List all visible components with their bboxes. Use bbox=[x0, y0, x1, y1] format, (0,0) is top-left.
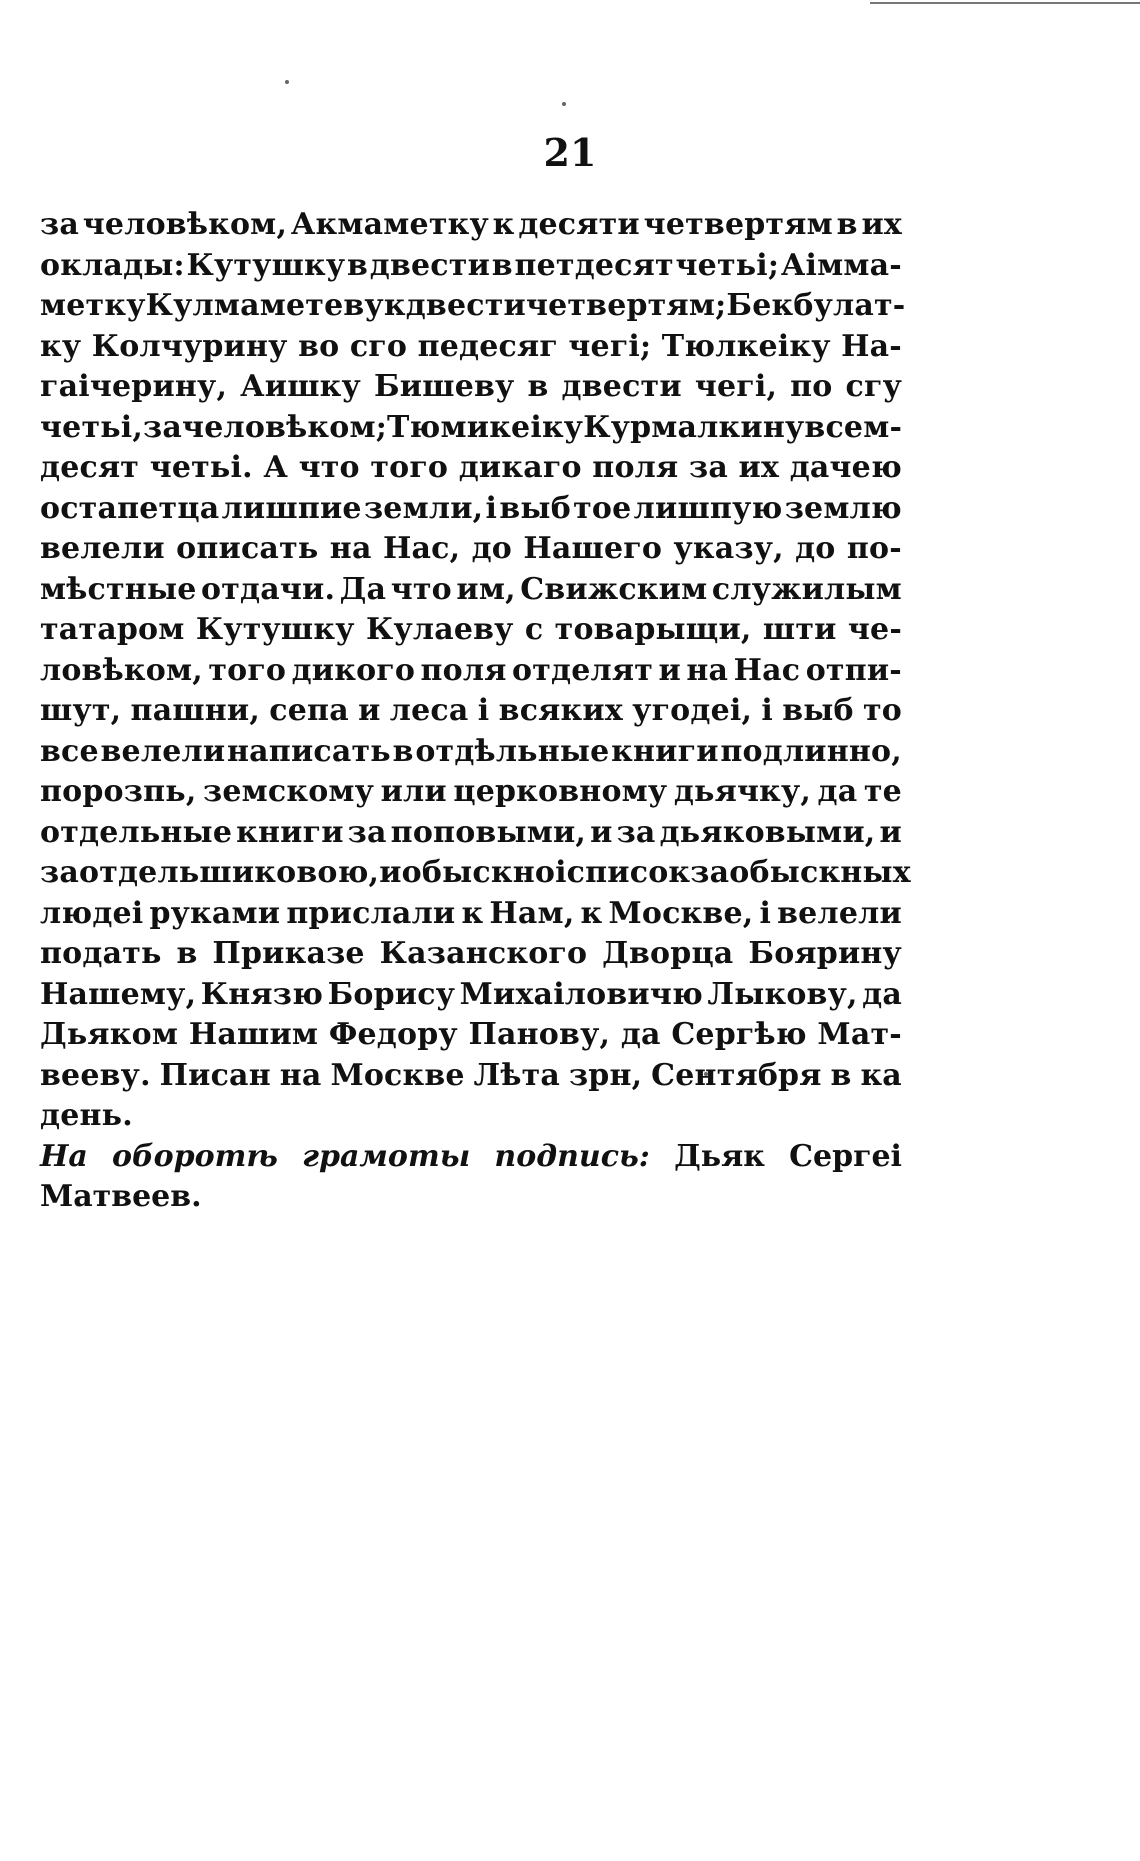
word: да bbox=[620, 1017, 661, 1052]
word: тое bbox=[573, 490, 632, 526]
signature-line bbox=[40, 1137, 902, 1178]
word: велели bbox=[40, 531, 165, 566]
word: книги bbox=[611, 733, 719, 769]
word: за bbox=[690, 855, 730, 890]
word: прислали bbox=[286, 895, 456, 931]
word: всяких bbox=[498, 693, 623, 728]
word: двести bbox=[561, 369, 682, 404]
word: того bbox=[370, 450, 449, 485]
text-line bbox=[40, 651, 902, 692]
word: за bbox=[688, 450, 728, 485]
word: в bbox=[176, 936, 198, 971]
word: Казанского bbox=[379, 936, 588, 971]
word: отделят bbox=[512, 652, 654, 688]
text-line bbox=[40, 205, 902, 246]
word: до bbox=[471, 531, 512, 566]
text-line bbox=[40, 246, 902, 287]
word: и bbox=[658, 652, 681, 688]
scan-edge-rule bbox=[870, 2, 1140, 4]
word: леса bbox=[389, 693, 469, 728]
text-line bbox=[40, 1096, 902, 1137]
word: и bbox=[590, 814, 613, 850]
word: те bbox=[863, 774, 902, 809]
word: в bbox=[491, 247, 513, 283]
word: ка bbox=[860, 1057, 902, 1093]
word: метку bbox=[40, 288, 146, 323]
word: сем- bbox=[825, 409, 903, 445]
word: Нашего bbox=[523, 531, 663, 566]
word: ловѣком, bbox=[40, 652, 203, 688]
word: порозпь, bbox=[40, 774, 197, 809]
text-line bbox=[40, 286, 906, 327]
text-line bbox=[40, 691, 902, 732]
word: Аишку bbox=[240, 369, 361, 404]
word: татаром bbox=[40, 612, 185, 647]
text-line bbox=[40, 1056, 902, 1097]
word: отпи- bbox=[805, 652, 902, 688]
word: Федору bbox=[328, 1017, 458, 1052]
word: Панову, bbox=[468, 1017, 611, 1052]
word: Мат- bbox=[817, 1017, 902, 1052]
word: Аімма- bbox=[780, 247, 902, 283]
text-line bbox=[40, 448, 902, 489]
word: дикаго bbox=[458, 450, 582, 485]
word: петдесят bbox=[514, 247, 674, 283]
word: дьяковыми, bbox=[659, 814, 876, 850]
word: Дворца bbox=[602, 936, 734, 971]
word: Нам, bbox=[489, 895, 575, 931]
word: того bbox=[208, 652, 287, 688]
word: им, bbox=[456, 571, 516, 607]
word: лишпие bbox=[221, 490, 362, 526]
text-line bbox=[40, 327, 902, 368]
word: с bbox=[524, 612, 544, 647]
text-line bbox=[40, 975, 902, 1016]
signature-label-word: подпись: bbox=[494, 1138, 650, 1174]
word: остапетца bbox=[40, 490, 220, 526]
word: или bbox=[380, 774, 447, 809]
word: обыскных bbox=[729, 855, 911, 890]
word: руками bbox=[149, 895, 281, 931]
word: Кулмаметеву bbox=[145, 288, 384, 323]
word: до bbox=[795, 531, 836, 566]
word: в bbox=[830, 1057, 852, 1093]
word: ку bbox=[40, 328, 82, 364]
word: десят bbox=[40, 450, 140, 485]
word: Лѣта bbox=[473, 1057, 561, 1093]
word: подлинно, bbox=[720, 733, 902, 769]
word: что bbox=[298, 450, 360, 485]
word: шти bbox=[762, 612, 837, 647]
word: к bbox=[580, 895, 603, 931]
word: поповыми, bbox=[390, 814, 587, 850]
word: и bbox=[379, 855, 402, 890]
text-line bbox=[40, 610, 902, 651]
word: подать bbox=[40, 936, 162, 971]
word: Колчурину bbox=[91, 328, 288, 364]
word: На- bbox=[841, 328, 902, 364]
word: к bbox=[492, 207, 515, 242]
word: их bbox=[861, 207, 902, 242]
word: Нашим bbox=[188, 1017, 319, 1052]
word: и bbox=[358, 693, 381, 728]
word: все bbox=[40, 733, 99, 769]
word: че- bbox=[847, 612, 902, 647]
signature-label-word: На bbox=[40, 1138, 88, 1174]
word: Тюмикеіку bbox=[387, 409, 584, 445]
text-line bbox=[40, 934, 902, 975]
word: в bbox=[392, 733, 414, 769]
word: Тюлкеіку bbox=[661, 328, 831, 364]
word: Михаіловичю bbox=[459, 976, 703, 1012]
signature-name-line bbox=[40, 1177, 902, 1218]
word: во bbox=[298, 328, 340, 364]
word: отдѣльные bbox=[415, 733, 610, 769]
word: сгу bbox=[845, 369, 902, 404]
word: Кутушку bbox=[186, 247, 346, 283]
word: дикого bbox=[291, 652, 416, 688]
word: дачею bbox=[789, 450, 902, 485]
word: Курмалкину bbox=[583, 409, 805, 445]
word: обыскноі bbox=[401, 855, 567, 890]
word: Акмаметку bbox=[290, 207, 489, 242]
signature-name-word: Сергеі bbox=[789, 1138, 902, 1174]
text-line bbox=[40, 408, 902, 449]
word: на bbox=[279, 1057, 322, 1093]
word: велели bbox=[777, 895, 902, 931]
word: человѣком; bbox=[182, 409, 387, 445]
word: Кулаеву bbox=[365, 612, 514, 647]
word: Сергѣю bbox=[671, 1017, 807, 1052]
word: четьі. bbox=[149, 450, 253, 485]
word: Приказе bbox=[212, 936, 365, 971]
word: и bbox=[879, 814, 902, 850]
word: і bbox=[485, 490, 498, 526]
word: по- bbox=[846, 531, 902, 566]
word: Князю bbox=[200, 976, 324, 1012]
word: шут, bbox=[40, 693, 122, 728]
text-line bbox=[40, 853, 911, 894]
word: і bbox=[761, 693, 773, 728]
word: угодеі, bbox=[632, 693, 753, 728]
word: вееву. bbox=[40, 1057, 151, 1093]
word: чегі, bbox=[694, 369, 778, 404]
text-line bbox=[40, 732, 902, 773]
word: описать bbox=[176, 531, 319, 566]
word: к bbox=[383, 288, 406, 323]
word: оклады: bbox=[40, 247, 185, 283]
word: дьячку, bbox=[673, 774, 812, 809]
word: землю bbox=[784, 490, 902, 526]
word: Борису bbox=[327, 976, 456, 1012]
word: лишпую bbox=[633, 490, 783, 526]
word: служилым bbox=[711, 571, 902, 607]
word: гаічерину, bbox=[40, 369, 228, 404]
word: земскому bbox=[202, 774, 375, 809]
word: Свижским bbox=[520, 571, 708, 607]
word: отдельные bbox=[40, 814, 233, 850]
word: церковному bbox=[453, 774, 668, 809]
word: в bbox=[804, 409, 826, 445]
word: список bbox=[566, 855, 691, 890]
text-line bbox=[40, 772, 902, 813]
word: в bbox=[836, 207, 858, 242]
word: отдельшиковою, bbox=[78, 855, 380, 890]
word: Писан bbox=[159, 1057, 271, 1093]
word: их bbox=[738, 450, 780, 485]
signature-name-word: Дьяк bbox=[674, 1138, 765, 1174]
word: отдачи. bbox=[201, 571, 336, 607]
word: в bbox=[527, 369, 549, 404]
word: Нас, bbox=[382, 531, 461, 566]
word: і bbox=[759, 895, 772, 931]
word: Москве, bbox=[608, 895, 754, 931]
word: человѣком, bbox=[82, 207, 288, 242]
word: за bbox=[143, 409, 183, 445]
word: сепа bbox=[269, 693, 349, 728]
word: і bbox=[477, 693, 490, 728]
word: день. bbox=[40, 1098, 133, 1133]
word: людеі bbox=[40, 895, 144, 931]
text-line bbox=[40, 367, 902, 408]
word: поля bbox=[420, 652, 507, 688]
word: написать bbox=[227, 733, 391, 769]
word: то bbox=[863, 693, 902, 728]
word: в bbox=[347, 247, 369, 283]
word: поля bbox=[592, 450, 679, 485]
word: десяти bbox=[518, 207, 640, 242]
word: за bbox=[347, 814, 387, 850]
word: Боярину bbox=[748, 936, 902, 971]
word: Сентября bbox=[651, 1057, 822, 1093]
word: выб bbox=[499, 490, 571, 526]
word: чегі; bbox=[568, 328, 652, 364]
word: указу, bbox=[673, 531, 784, 566]
word: педесяг bbox=[417, 328, 558, 364]
word: Бекбулат- bbox=[726, 288, 906, 323]
word: да bbox=[862, 976, 902, 1012]
word: Нас bbox=[733, 652, 801, 688]
text-line bbox=[40, 894, 902, 935]
word: да bbox=[817, 774, 858, 809]
text-line bbox=[40, 813, 902, 854]
word: пашни, bbox=[130, 693, 261, 728]
word: мѣстные bbox=[40, 571, 197, 607]
word: Лыкову, bbox=[707, 976, 858, 1012]
word: Да bbox=[339, 571, 387, 607]
word: зрн, bbox=[568, 1057, 643, 1093]
word: Кутушку bbox=[195, 612, 355, 647]
word: товарыщи, bbox=[554, 612, 752, 647]
word: к bbox=[461, 895, 484, 931]
word: двести bbox=[369, 247, 491, 283]
text-line bbox=[40, 570, 902, 611]
word: Москве bbox=[330, 1057, 465, 1093]
page-number: 21 bbox=[543, 130, 597, 175]
word: за bbox=[40, 207, 79, 242]
scan-speck bbox=[285, 80, 289, 84]
word: на bbox=[329, 531, 372, 566]
word: Бишеву bbox=[373, 369, 515, 404]
word: Дьяком bbox=[40, 1017, 179, 1052]
word: двести bbox=[405, 288, 526, 323]
text-line bbox=[40, 529, 902, 570]
body-text bbox=[40, 205, 911, 1218]
word: на bbox=[686, 652, 729, 688]
word: по bbox=[790, 369, 833, 404]
signature-label-word: грамоты bbox=[302, 1138, 471, 1174]
scan-speck bbox=[562, 102, 566, 106]
word: сго bbox=[349, 328, 408, 364]
text-line bbox=[40, 489, 902, 530]
word: книги bbox=[236, 814, 344, 850]
word: четвертям; bbox=[525, 288, 727, 323]
word: что bbox=[390, 571, 452, 607]
word: выб bbox=[782, 693, 854, 728]
word: четвертям bbox=[643, 207, 833, 242]
signature-surname: Матвеев. bbox=[40, 1179, 202, 1214]
word: четьі; bbox=[675, 247, 780, 283]
word: А bbox=[263, 450, 288, 485]
word: велели bbox=[100, 733, 226, 769]
word: за bbox=[616, 814, 656, 850]
text-line bbox=[40, 1015, 902, 1056]
word: четьі, bbox=[40, 409, 144, 445]
word: земли, bbox=[363, 490, 484, 526]
word: Нашему, bbox=[40, 976, 197, 1012]
signature-label-word: оборотѣ bbox=[112, 1138, 278, 1174]
word: за bbox=[40, 855, 79, 890]
